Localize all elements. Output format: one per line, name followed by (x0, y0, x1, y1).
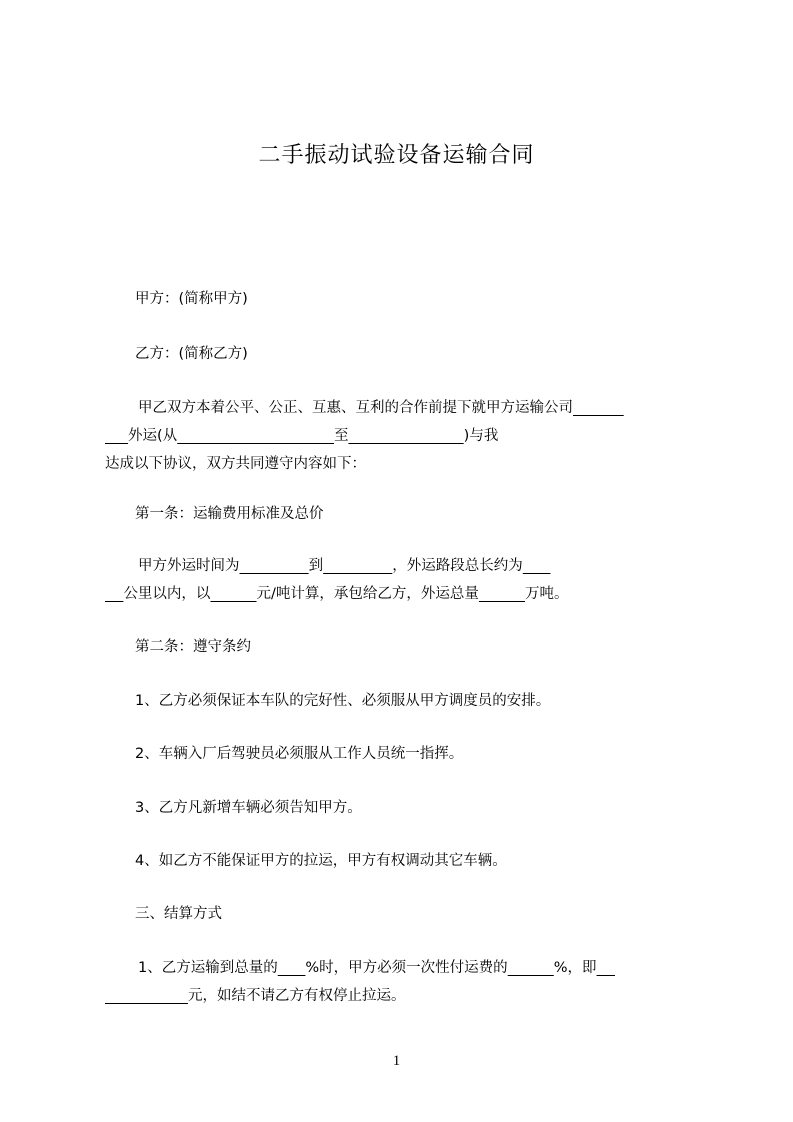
document-title: 二手振动试验设备运输合同 (258, 143, 535, 168)
article-3-paragraph (105, 954, 705, 1010)
party-a-line (105, 285, 705, 313)
intro-line-2: 外运(从 至 )与我 (105, 422, 705, 450)
blank-field (105, 428, 128, 444)
article-3-heading: 三、结算方式 (135, 906, 222, 922)
article-2-item: 2、车辆入厂后驾驶员必须服从工作人员统一指挥。 (135, 746, 464, 762)
article-2-item: 1、乙方必须保证本车队的完好性、必须服从甲方调度员的安排。 (135, 693, 551, 709)
page-number: 1 (392, 1053, 401, 1069)
party-b-text: 乙方：(简称乙方) (135, 346, 248, 362)
intro-paragraph (105, 394, 705, 478)
blank-field (278, 960, 306, 976)
party-b-line (105, 340, 705, 368)
article-3-line-2: 元，如结不请乙方有权停止拉运。 (105, 982, 705, 1010)
article-3-heading-line (105, 900, 705, 928)
blank-field (105, 586, 123, 602)
blank-field (348, 428, 463, 444)
blank-field (105, 988, 188, 1004)
article-1-heading-line (105, 500, 705, 528)
article-2-heading: 第二条：遵守条约 (135, 639, 251, 655)
blank-field (597, 960, 615, 976)
article-1-line-1: 甲方外运时间为 到 ，外运路段总长约为 (105, 552, 705, 580)
article-2-item: 4、如乙方不能保证甲方的拉运，甲方有权调动其它车辆。 (135, 853, 507, 869)
blank-field (479, 586, 525, 602)
article-2-heading-line (105, 633, 705, 661)
article-1-line-2: 公里以内，以 元/吨计算，承包给乙方，外运总量 万吨。 (105, 580, 705, 608)
article-1-paragraph (105, 552, 705, 608)
blank-field (523, 558, 551, 574)
article-1-heading: 第一条：运输费用标准及总价 (135, 506, 324, 522)
blank-field (573, 400, 624, 416)
article-2-item: 3、乙方凡新增车辆必须告知甲方。 (135, 800, 362, 816)
article-3-line-1: 1、乙方运输到总量的 %时，甲方必须一次性付运费的 %，即 (105, 954, 705, 982)
blank-field (323, 558, 392, 574)
blank-field (508, 960, 554, 976)
intro-line-1: 甲乙双方本着公平、公正、互惠、互利的合作前提下就甲方运输公司 (105, 394, 705, 422)
blank-field (177, 428, 334, 444)
blank-field (210, 586, 256, 602)
blank-field (240, 558, 309, 574)
party-a-text: 甲方：(简称甲方) (135, 291, 248, 307)
intro-line-3: 达成以下协议，双方共同遵守内容如下： (105, 456, 366, 472)
